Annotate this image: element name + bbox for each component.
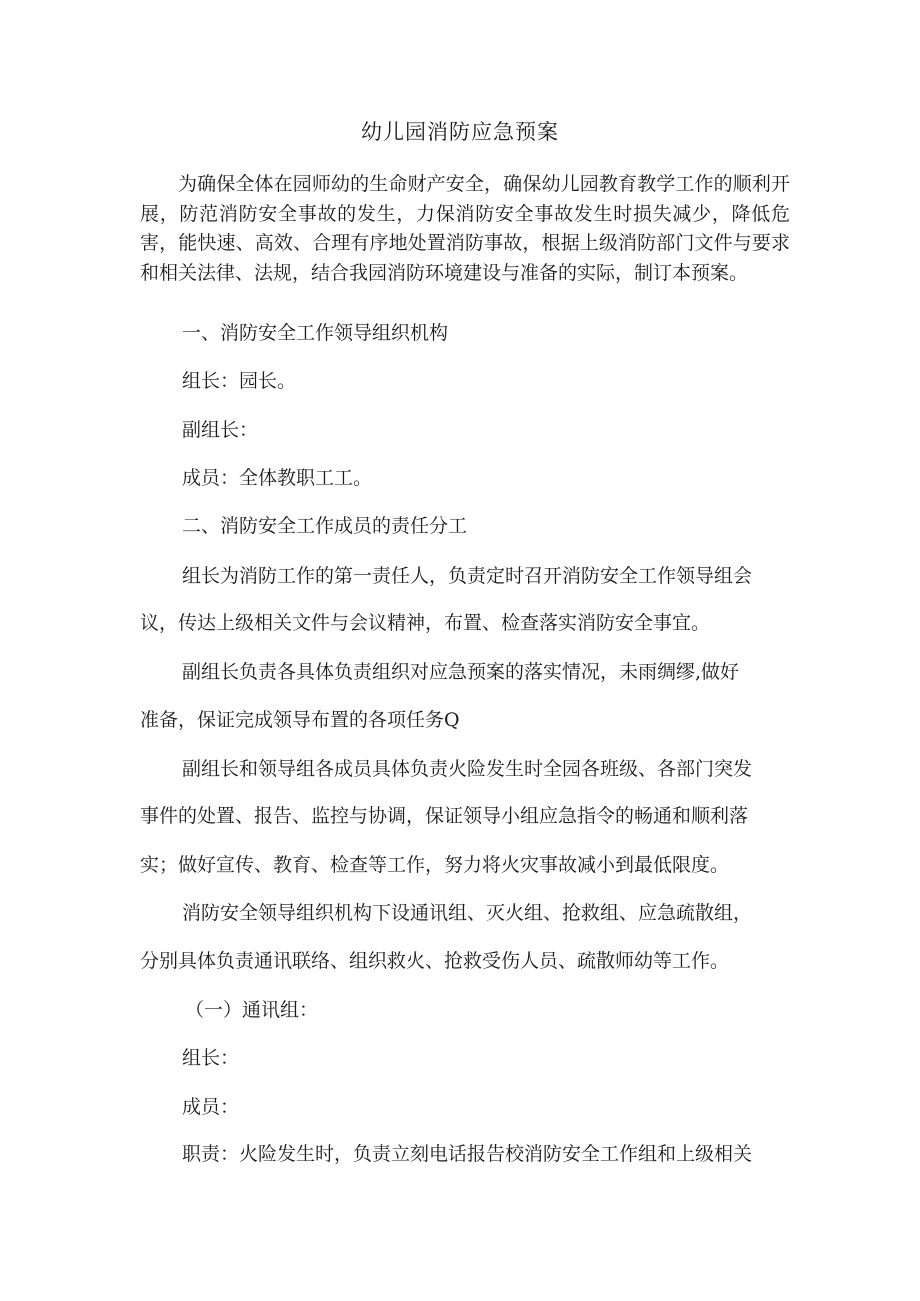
body-line: 实；做好宣传、教育、检查等工作，努力将火灾事故减小到最低限度。 [140, 854, 730, 876]
deputy-leader-line: 副组长： [182, 419, 259, 441]
body-line: 消防安全领导组织机构下设通讯组、灭火组、抢救组、应急疏散组， [182, 902, 753, 924]
subsection-heading-1: （一）通讯组： [185, 999, 319, 1021]
intro-paragraph: 为确保全体在园师幼的生命财产安全，确保幼儿园教育教学工作的顺利开展，防范消防安全事故的发生，力保消防安全事故发生时损失减少，降低危害，能快速、高效、合理有序地处置消防事故，根据上级消防部门文件与要求和相关法律、法规，结合我园消防环境建设与准备的实际，制订本预案。 [140, 173, 790, 284]
body-line: 副组长负责各具体负责组织对应急预案的落实情况，未雨绸缪,做好 [182, 661, 740, 683]
leader-line: 组长：园长。 [182, 370, 297, 392]
members-line: 成员：全体教职工工。 [182, 467, 373, 489]
section-heading-1: 一、消防安全工作领导组织机构 [182, 322, 449, 344]
body-line: 分别具体负责通讯联络、组织救火、抢救受伤人员、疏散师幼等工作。 [140, 950, 730, 972]
section-heading-2: 二、消防安全工作成员的责任分工 [182, 515, 468, 537]
body-line: 准备，保证完成领导布置的各项任务Q [140, 709, 460, 731]
body-line: 事件的处置、报告、监控与协调，保证领导小组应急指令的畅通和顺利落 [140, 805, 749, 827]
body-line: 副组长和领导组各成员具体负责火险发生时全园各班级、各部门突发 [182, 758, 753, 780]
duty-line: 职责：火险发生时，负责立刻电话报告校消防安全工作组和上级相关 [182, 1143, 753, 1165]
document-title: 幼儿园消防应急预案 [361, 120, 559, 144]
body-line: 议，传达上级相关文件与会议精神，布置、检查落实消防安全事宜。 [140, 612, 711, 634]
subsection-leader-line: 组长： [182, 1047, 240, 1069]
subsection-members-line: 成员： [182, 1096, 240, 1118]
body-line: 组长为消防工作的第一责任人，负责定时召开消防安全工作领导组会 [182, 565, 753, 587]
